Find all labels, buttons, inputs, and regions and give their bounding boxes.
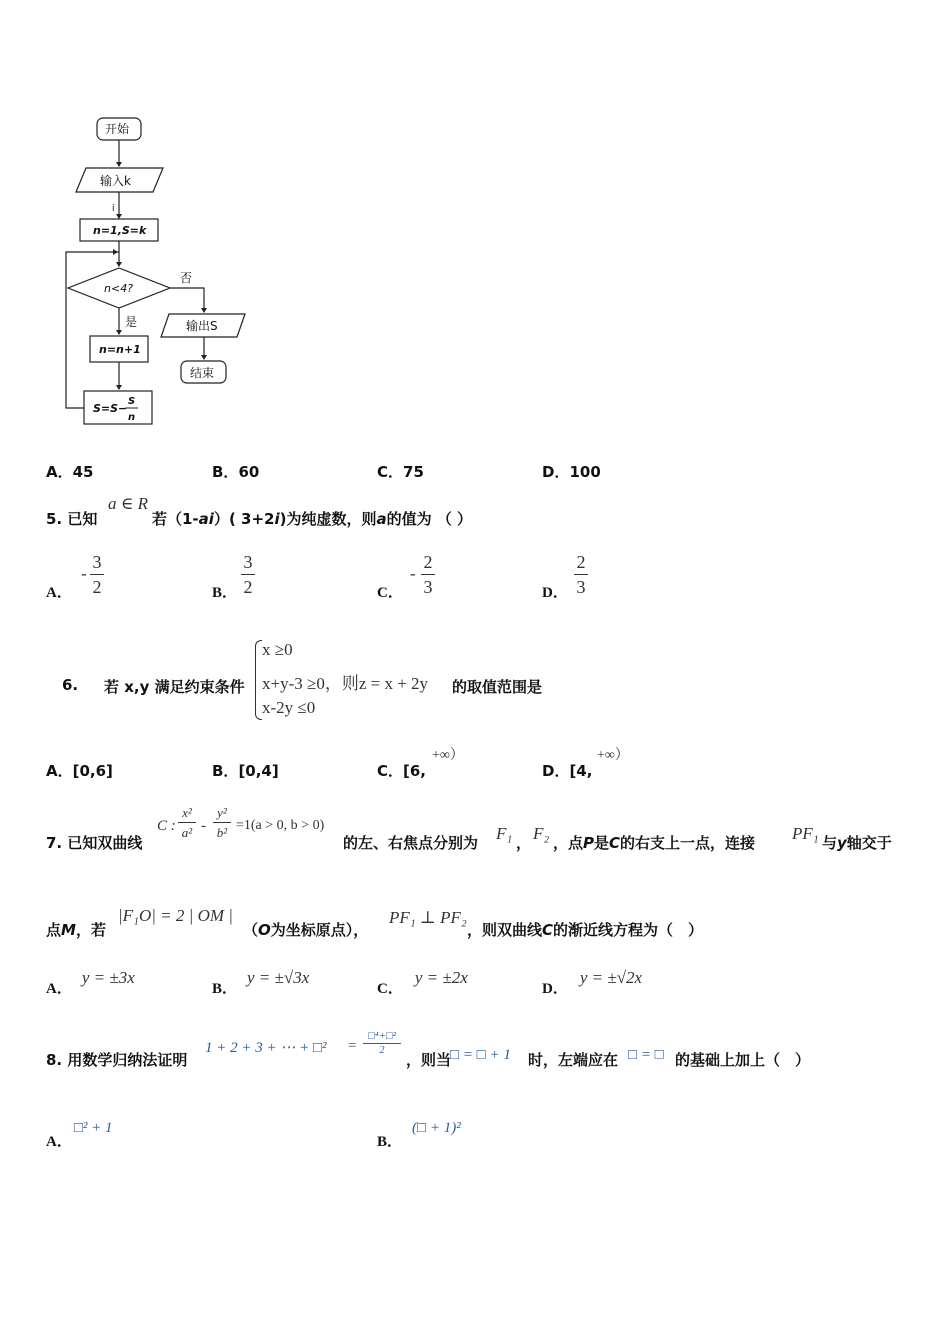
q7-line2-a: 点M，若 — [46, 921, 106, 939]
q7-f2: F₂ — [533, 824, 550, 843]
flowchart-end-text: 结束 — [190, 366, 215, 380]
q8-pre: 8. 用数学归纳法证明 — [46, 1051, 188, 1069]
q8-expr2: □ = □ — [628, 1047, 664, 1063]
q6-option-c-sup: +∞） — [432, 748, 464, 763]
q8-mid2: 时，左端应在 — [528, 1051, 619, 1069]
q5-option-b-frac: 3 2 — [241, 553, 255, 596]
q8-eq: = — [348, 1038, 357, 1054]
q5-option-a-frac: 3 2 — [90, 553, 104, 596]
q7-minus: - — [201, 818, 206, 834]
flowchart-condition-text: n<4? — [104, 282, 134, 295]
q8-rhs-frac: □⁴+□² 2 — [363, 1030, 401, 1056]
q5-stem-rest: 若（1-ai）( 3+2i)为纯虚数，则a的值为 （ ） — [152, 510, 473, 528]
flowchart-init-text: n=1,S=k — [93, 224, 147, 237]
flowchart-update-den: n — [128, 412, 136, 423]
q7-pf1: PF₁ — [792, 824, 819, 843]
q6-option-b[interactable]: B．[0,4] — [212, 762, 279, 780]
q6-option-d-sup: +∞） — [597, 748, 629, 763]
q6-post: 的取值范围是 — [452, 678, 543, 696]
q8-lhs: 1 + 2 + 3 + ⋯ + □² — [205, 1040, 327, 1056]
q7-frac-y: y² b² — [213, 806, 231, 839]
q6-option-c[interactable]: C．[6, — [377, 762, 427, 780]
q7-condition: |F₁O| = 2 | OM | — [118, 906, 233, 925]
q7-frac-x: x² a² — [178, 806, 196, 839]
flowchart-tick-text: i — [112, 204, 115, 214]
q5-option-d[interactable]: D． — [542, 585, 568, 601]
q7-curve-c: C : — [157, 818, 176, 834]
q8-mid1: ，则当 — [406, 1051, 452, 1069]
flowchart-update-lhs: S=S− — [93, 402, 128, 415]
q6-constraint-3: x-2y ≤0 — [262, 698, 316, 717]
q6-constraint-1: x ≥0 — [262, 640, 293, 659]
flowchart-increment-text: n=n+1 — [99, 343, 141, 356]
q7-pre: 7. 已知双曲线 — [46, 834, 143, 852]
flowchart-update-num: S — [128, 396, 136, 407]
q6-option-d[interactable]: D．[4, — [542, 762, 593, 780]
q4-option-c[interactable]: C．75 — [377, 463, 424, 481]
q5-option-c[interactable]: C． - — [377, 564, 416, 601]
flowchart-yes-label: 是 — [125, 315, 138, 329]
flowchart-start-text: 开始 — [105, 122, 130, 136]
q4-option-d[interactable]: D．100 — [542, 463, 601, 481]
q5-option-d-frac: 2 3 — [574, 553, 588, 596]
q5-stem: 5. 已知 — [46, 510, 98, 528]
q8-expr1: □ = □ + 1 — [450, 1047, 511, 1063]
flowchart-no-label: 否 — [180, 271, 193, 285]
q7-mid-end: 与y轴交于 — [822, 834, 892, 852]
q8-option-a[interactable]: A．□² + 1 — [46, 1120, 113, 1150]
q6-constraint-2: x+y-3 ≥0，则z = x + 2y — [262, 674, 429, 693]
q7-option-a[interactable]: A．y = ±3x — [46, 968, 135, 997]
q5-option-c-frac: 2 3 — [421, 553, 435, 596]
q7-eq: =1(a > 0, b > 0) — [236, 818, 325, 833]
q5-option-a[interactable]: A． - — [46, 564, 87, 601]
q4-option-a[interactable]: A．45 — [46, 463, 94, 481]
flowchart-output-text: 输出S — [186, 319, 218, 333]
q7-option-d[interactable]: D．y = ±√2x — [542, 968, 643, 997]
q7-option-c[interactable]: C．y = ±2x — [377, 968, 468, 997]
flowchart-input-text: 输入k — [100, 174, 131, 188]
q6-option-a[interactable]: A．[0,6] — [46, 762, 113, 780]
flowchart — [0, 0, 300, 440]
q6-pre: 若 x,y 满足约束条件 — [104, 678, 245, 696]
q5-option-b[interactable]: B． — [212, 585, 238, 601]
q7-mid1: 的左、右焦点分别为 — [343, 834, 479, 852]
q7-comma: ， — [516, 834, 532, 852]
q5-condition: a ∈ R — [108, 494, 148, 513]
q7-mid-rest: ，点P是C的右支上一点，连接 — [553, 834, 756, 852]
q7-f1: F₁ — [496, 824, 513, 843]
q6-number: 6. — [62, 676, 79, 694]
q7-line2-c: （O为坐标原点）， — [243, 921, 369, 939]
q4-option-b[interactable]: B．60 — [212, 463, 260, 481]
q6-brace — [255, 640, 262, 720]
q8-mid3: 的基础上加上（ ） — [675, 1051, 811, 1069]
q8-option-b[interactable]: B．(□ + 1)² — [377, 1120, 461, 1150]
q7-perp: PF₁ ⊥ PF₂ — [389, 908, 467, 927]
q7-option-b[interactable]: B．y = ±√3x — [212, 968, 310, 997]
q7-line2-e: ，则双曲线C的渐近线方程为（ ） — [467, 921, 704, 939]
